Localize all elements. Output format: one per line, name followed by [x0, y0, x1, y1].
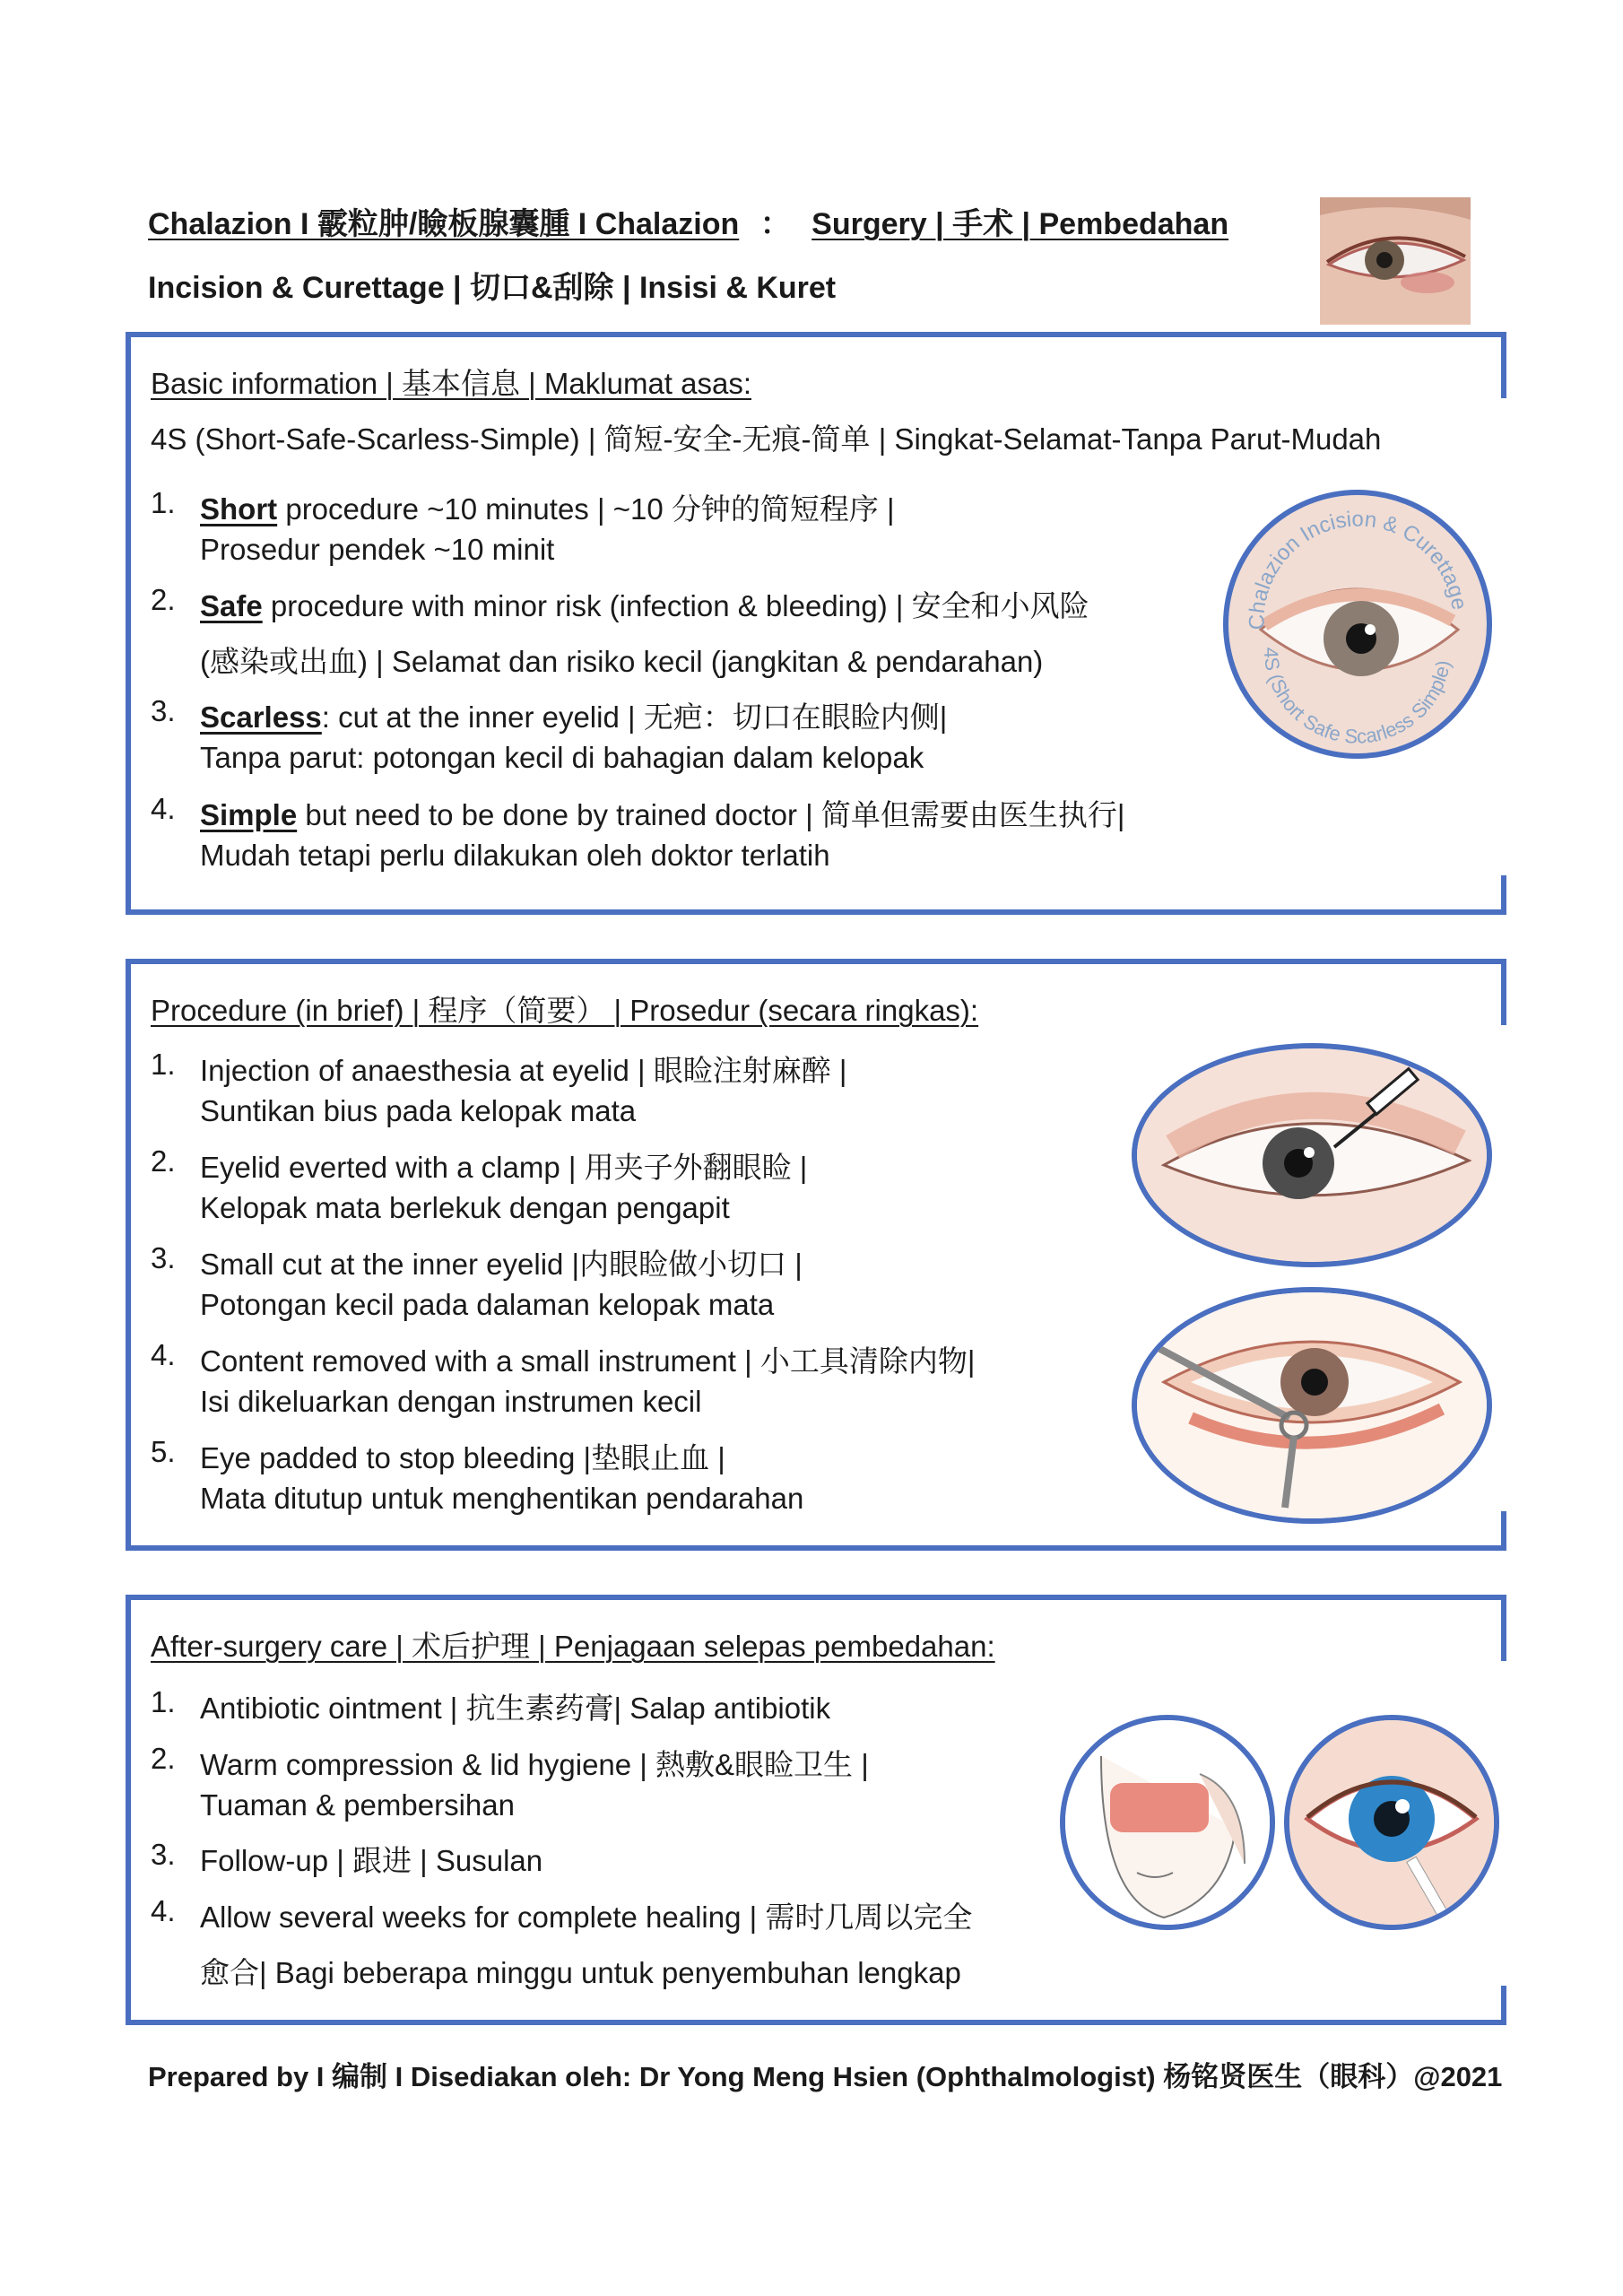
keyword: Simple [200, 798, 298, 831]
list-item-translation: Isi dikeluarkan dengan instrumen kecil [200, 1385, 702, 1418]
warm-compress-illustration [1060, 1715, 1275, 1930]
list-item: Allow several weeks for complete healing | 需时几周以完全 [200, 1900, 973, 1934]
list-item-number: 3. [151, 1241, 176, 1274]
header-title [148, 199, 1228, 243]
list-item-number: 4. [151, 1894, 176, 1927]
list-item-text: procedure with minor risk (infection & bleeding) | 安全和小风险 [262, 589, 1089, 622]
list-item-number: 4. [151, 1338, 176, 1371]
list-item-number: 1. [151, 1685, 176, 1718]
title-separator: ： [759, 207, 791, 241]
list-item: Follow-up | 跟进 | Susulan [200, 1844, 543, 1877]
list-item-translation: Kelopak mata berlekuk dengan pengapit [200, 1191, 730, 1224]
list-item-translation: Potongan kecil pada dalaman kelopak mata [200, 1288, 775, 1321]
ointment-illustration [1284, 1715, 1499, 1930]
list-item-translation: 愈合| Bagi beberapa minggu untuk penyembuhan lengkap [200, 1956, 961, 1989]
list-item-translation: Prosedur pendek ~10 minit [200, 533, 555, 566]
basic-info-title: Basic information | 基本信息 | Maklumat asas: [151, 367, 752, 400]
list-item-number: 1. [151, 486, 176, 519]
eye-photo [1320, 197, 1471, 325]
chalazion-badge [1223, 490, 1492, 759]
list-item: Eyelid everted with a clamp | 用夹子外翻眼睑 | [200, 1151, 808, 1184]
basic-info-subtitle: 4S (Short-Safe-Scarless-Simple) | 简短-安全-无痕-简单 | Singkat-Selamat-Tanpa Parut-Mudah [151, 422, 1382, 456]
list-item-translation: Mata ditutup untuk menghentikan pendarahan [200, 1482, 804, 1515]
list-item-translation: Tanpa parut: potongan kecil di bahagian dalam kelopak [200, 741, 924, 774]
basic-info-section [126, 332, 1501, 915]
list-item: Injection of anaesthesia at eyelid | 眼睑注射麻醉 | [200, 1054, 847, 1087]
list-item-number: 1. [151, 1048, 176, 1081]
list-item-text: but need to be done by trained doctor | 简单但需要由医生执行| [297, 798, 1125, 831]
list-item [200, 486, 895, 528]
aftercare-section [126, 1595, 1501, 2025]
list-item-translation: Tuaman & pembersihan [200, 1788, 515, 1822]
badge-bottom-text: 4S (Short Safe Scarless Simple) [1259, 647, 1455, 748]
list-item-translation: Mudah tetapi perlu dilakukan oleh doktor terlatih [200, 839, 830, 872]
list-item [200, 694, 947, 736]
list-item-number: 2. [151, 583, 176, 616]
list-item-translation: Suntikan bius pada kelopak mata [200, 1094, 637, 1127]
list-item-number: 2. [151, 1742, 176, 1775]
surgery-title: Surgery | 手术 | Pembedahan [812, 207, 1229, 241]
list-item [200, 792, 1124, 834]
keyword: Scarless [200, 700, 322, 734]
procedure-name: Incision & Curettage | 切口&刮除 | Insisi & Kuret [148, 271, 837, 305]
list-item-number: 2. [151, 1144, 176, 1178]
keyword: Short [200, 492, 278, 526]
condition-title: Chalazion I 霰粒肿/瞼板腺囊腫 I Chalazion [148, 207, 740, 241]
list-item-number: 5. [151, 1435, 176, 1468]
procedure-section [126, 959, 1501, 1551]
list-item: Warm compression & lid hygiene | 熱敷&眼睑卫生 | [200, 1748, 869, 1781]
keyword: Safe [200, 589, 263, 622]
list-item [200, 583, 1089, 625]
badge-top-text: Chalazion Incision & Curettage [1245, 507, 1471, 631]
procedure-title: Procedure (in brief) | 程序（简要） | Prosedur (secara ringkas): [151, 994, 979, 1027]
curettage-illustration [1132, 1287, 1492, 1524]
list-item-text: : cut at the inner eyelid | 无疤：切口在眼睑内侧| [321, 700, 948, 734]
list-item-number: 4. [151, 792, 176, 825]
list-item: Eye padded to stop bleeding |垫眼止血 | [200, 1441, 725, 1474]
list-item: Content removed with a small instrument | 小工具清除内物| [200, 1344, 976, 1378]
list-item-translation: (感染或出血) | Selamat dan risiko kecil (jangkitan & pendarahan) [200, 645, 1044, 678]
footer-credit: Prepared by I 编制 I Disediakan oleh: Dr Yong Meng Hsien (Ophthalmologist) 杨铭贤医生（眼科）@2021 [148, 2061, 1503, 2092]
list-item: Small cut at the inner eyelid |内眼睑做小切口 | [200, 1248, 803, 1281]
list-item: Antibiotic ointment | 抗生素药膏| Salap antibiotik [200, 1692, 831, 1725]
list-item-text: procedure ~10 minutes | ~10 分钟的简短程序 | [277, 492, 895, 526]
aftercare-title: After-surgery care | 术后护理 | Penjagaan selepas pembedahan: [151, 1630, 995, 1663]
list-item-number: 3. [151, 694, 176, 727]
injection-illustration [1132, 1043, 1492, 1267]
list-item-number: 3. [151, 1838, 176, 1871]
